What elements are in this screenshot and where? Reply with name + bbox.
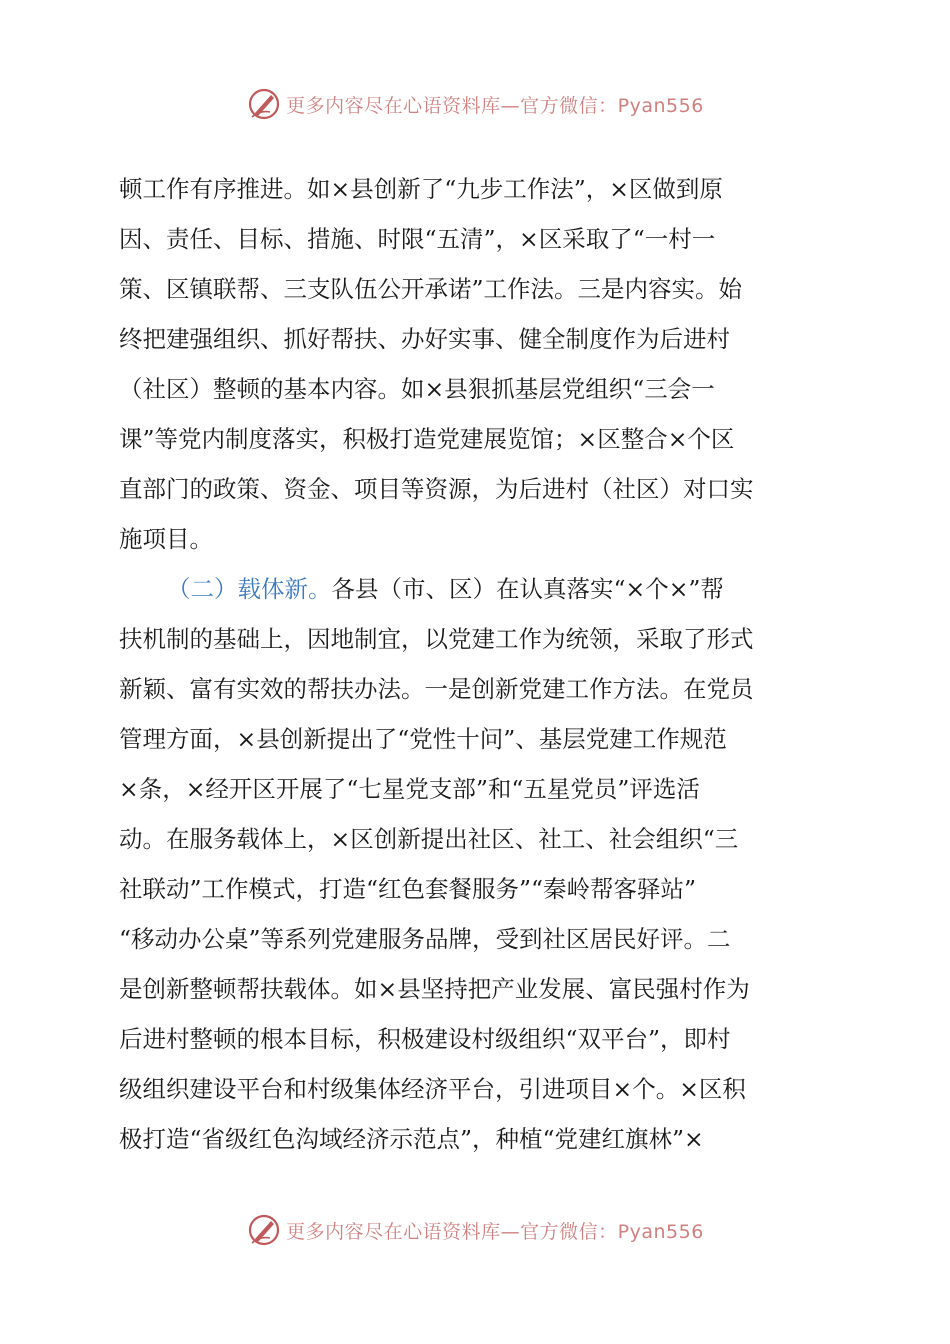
text-line: 社联动”工作模式，打造“红色套餐服务”“秦岭帮客驿站” (119, 875, 697, 903)
watermark-text: 更多内容尽在心语资料库—官方微信：Pyan556 (286, 94, 704, 117)
text-line: 策、区镇联帮、三支队伍公开承诺”工作法。三是内容实。始 (119, 275, 743, 303)
text-line: 施项目。 (119, 525, 213, 553)
section-heading-line (119, 564, 831, 614)
pen-in-circle-icon (246, 1212, 282, 1248)
text-line: 级组织建设平台和村级集体经济平台，引进项目×个。×区积 (119, 1075, 746, 1103)
text-line: 因、责任、目标、措施、时限“五清”，×区采取了“一村一 (119, 225, 716, 253)
text-line: 新颖、富有实效的帮扶办法。一是创新党建工作方法。在党员 (119, 675, 754, 703)
watermark-text: 更多内容尽在心语资料库—官方微信：Pyan556 (286, 1220, 704, 1243)
text-line: 极打造“省级红色沟域经济示范点”，种植“党建红旗林”× (119, 1125, 704, 1153)
pen-in-circle-icon (246, 86, 282, 122)
paragraph-continuation (119, 164, 831, 564)
document-body (119, 164, 831, 1164)
text-line: 课”等党内制度落实，积极打造党建展览馆；×区整合×个区 (119, 425, 735, 453)
text-line: ×条，×经开区开展了“七星党支部”和“五星党员”评选活 (119, 775, 700, 803)
watermark-banner-bottom (0, 1210, 950, 1250)
section-first-line-text: 各县（市、区）在认真落实“×个×”帮 (331, 575, 724, 603)
text-line: 动。在服务载体上，×区创新提出社区、社工、社会组织“三 (119, 825, 739, 853)
text-line: “移动办公桌”等系列党建服务品牌，受到社区居民好评。二 (119, 925, 731, 953)
section-paragraph (119, 614, 831, 1164)
text-line: 是创新整顿帮扶载体。如×县坚持把产业发展、富民强村作为 (119, 975, 750, 1003)
text-line: 直部门的政策、资金、项目等资源，为后进村（社区）对口实 (119, 475, 754, 503)
text-line: 终把建强组织、抓好帮扶、办好实事、健全制度作为后进村 (119, 325, 730, 353)
text-line: （社区）整顿的基本内容。如×县狠抓基层党组织“三会一 (119, 375, 715, 403)
text-line: 顿工作有序推进。如×县创新了“九步工作法”，×区做到原 (119, 175, 723, 203)
text-line: 后进村整顿的根本目标，积极建设村级组织“双平台”，即村 (119, 1025, 731, 1053)
watermark-banner-top (0, 84, 950, 124)
text-line: 管理方面，×县创新提出了“党性十问”、基层党建工作规范 (119, 725, 727, 753)
text-line: 扶机制的基础上，因地制宜，以党建工作为统领，采取了形式 (119, 625, 754, 653)
section-heading: （二）载体新。 (167, 575, 332, 603)
